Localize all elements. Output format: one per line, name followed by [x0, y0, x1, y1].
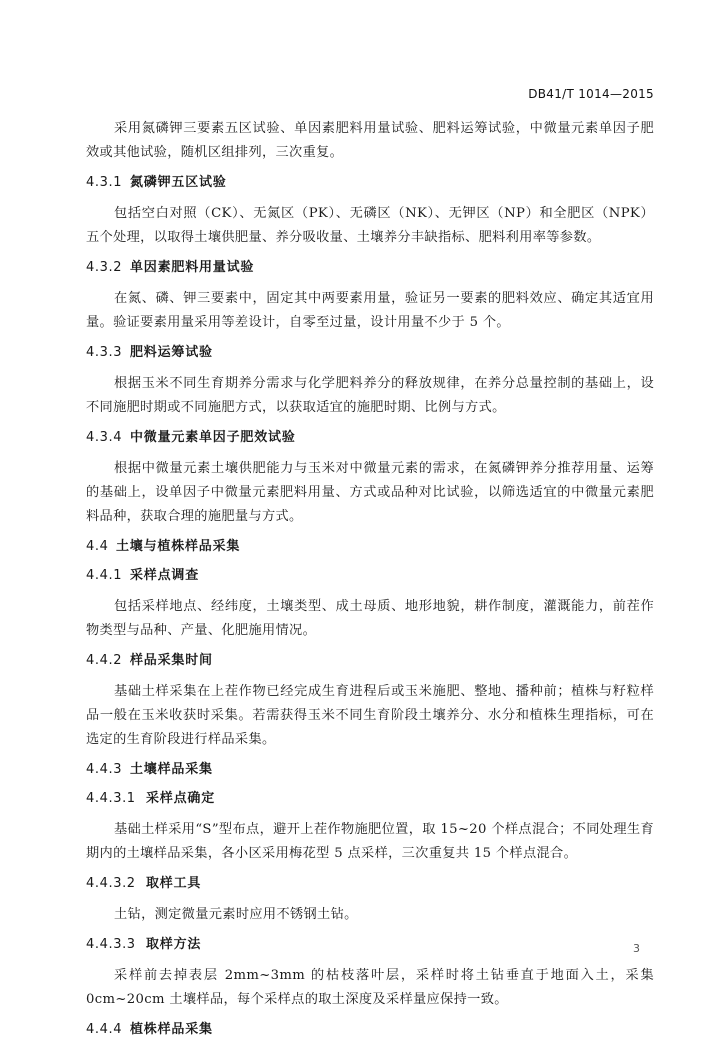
heading-4-4-3-2 — [86, 874, 654, 894]
heading-4-3-2 — [86, 258, 654, 278]
heading-title: 中微量元素单因子肥效试验 — [130, 430, 296, 445]
heading-number: 4.3.3 — [86, 345, 123, 360]
page-number: 3 — [633, 942, 640, 955]
paragraph-4-4-3-2: 土钻，测定微量元素时应用不锈钢土钻。 — [114, 907, 358, 922]
heading-4-4-4 — [86, 1020, 654, 1040]
heading-4-4-2 — [86, 651, 654, 671]
heading-title: 土壤与植株样品采集 — [116, 539, 241, 554]
heading-4-4-3 — [86, 760, 654, 780]
heading-4-4-1 — [86, 566, 654, 586]
paragraph-4-4-1: 包括采样地点、经纬度，土壤类型、成土母质、地形地貌，耕作制度，灌溉能力，前茬作物类型与品种、产量、化肥施用情况。 — [86, 599, 654, 638]
heading-4-4-3-1 — [86, 789, 654, 809]
intro-paragraph: 采用氮磷钾三要素五区试验、单因素肥料用量试验、肥料运筹试验，中微量元素单因子肥效或其他试验，随机区组排列，三次重复。 — [86, 121, 654, 160]
heading-number: 4.3.1 — [86, 175, 123, 190]
heading-4-3-3 — [86, 343, 654, 363]
heading-4-3-4 — [86, 428, 654, 448]
document-body — [86, 117, 654, 1049]
heading-4-4 — [86, 537, 654, 557]
heading-number: 4.4.4 — [86, 1022, 123, 1037]
paragraph-4-4-3-3: 采样前去掉表层 2mm~3mm 的枯枝落叶层，采样时将土钻垂直于地面入土，采集 0cm~20cm 土壤样品，每个采样点的取土深度及采样量应保持一致。 — [86, 968, 654, 1007]
heading-number: 4.4.3 — [86, 762, 123, 777]
heading-title: 土壤样品采集 — [130, 762, 213, 777]
heading-title: 采样点确定 — [146, 791, 216, 806]
heading-title: 采样点调查 — [130, 568, 200, 583]
heading-title: 肥料运筹试验 — [130, 345, 213, 360]
heading-title: 样品采集时间 — [130, 653, 213, 668]
standard-code: DB41/T 1014—2015 — [528, 87, 654, 101]
heading-title: 取样工具 — [146, 876, 202, 891]
heading-title: 氮磷钾五区试验 — [130, 175, 227, 190]
heading-title: 单因素肥料用量试验 — [130, 260, 255, 275]
heading-number: 4.4.1 — [86, 568, 123, 583]
heading-number: 4.4.2 — [86, 653, 123, 668]
heading-number: 4.3.2 — [86, 260, 123, 275]
paragraph-4-3-3: 根据玉米不同生育期养分需求与化学肥料养分的释放规律，在养分总量控制的基础上，设不同施肥时期或不同施肥方式，以获取适宜的施肥时期、比例与方式。 — [86, 376, 654, 415]
paragraph-4-3-1: 包括空白对照（CK）、无氮区（PK）、无磷区（NK）、无钾区（NP）和全肥区（NPK）五个处理，以取得土壤供肥量、养分吸收量、土壤养分丰缺指标、肥料利用率等参数。 — [86, 206, 654, 245]
heading-title: 取样方法 — [146, 937, 202, 952]
heading-number: 4.4.3.1 — [86, 791, 136, 806]
heading-title: 植株样品采集 — [130, 1022, 213, 1037]
heading-number: 4.4 — [86, 539, 109, 554]
heading-number: 4.4.3.3 — [86, 937, 136, 952]
paragraph-4-3-2: 在氮、磷、钾三要素中，固定其中两要素用量，验证另一要素的肥料效应、确定其适宜用量。验证要素用量采用等差设计，自零至过量，设计用量不少于 5 个。 — [86, 291, 654, 330]
heading-number: 4.3.4 — [86, 430, 123, 445]
heading-4-3-1 — [86, 173, 654, 193]
paragraph-4-3-4: 根据中微量元素土壤供肥能力与玉米对中微量元素的需求，在氮磷钾养分推荐用量、运筹的基础上，设单因子中微量元素肥料用量、方式或品种对比试验，以筛选适宜的中微量元素肥料品种，获取合理的施肥量与方式。 — [86, 461, 654, 524]
paragraph-4-4-3-1: 基础土样采用“S”型布点，避开上茬作物施肥位置，取 15~20 个样点混合；不同处理生育期内的土壤样品采集，各小区采用梅花型 5 点采样，三次重复共 15 个样点混合。 — [86, 822, 654, 861]
heading-number: 4.4.3.2 — [86, 876, 136, 891]
paragraph-4-4-2: 基础土样采集在上茬作物已经完成生育进程后或玉米施肥、整地、播种前；植株与籽粒样品一般在玉米收获时采集。若需获得玉米不同生育阶段土壤养分、水分和植株生理指标，可在选定的生育阶段进行样品采集。 — [86, 684, 654, 747]
heading-4-4-3-3 — [86, 935, 654, 955]
